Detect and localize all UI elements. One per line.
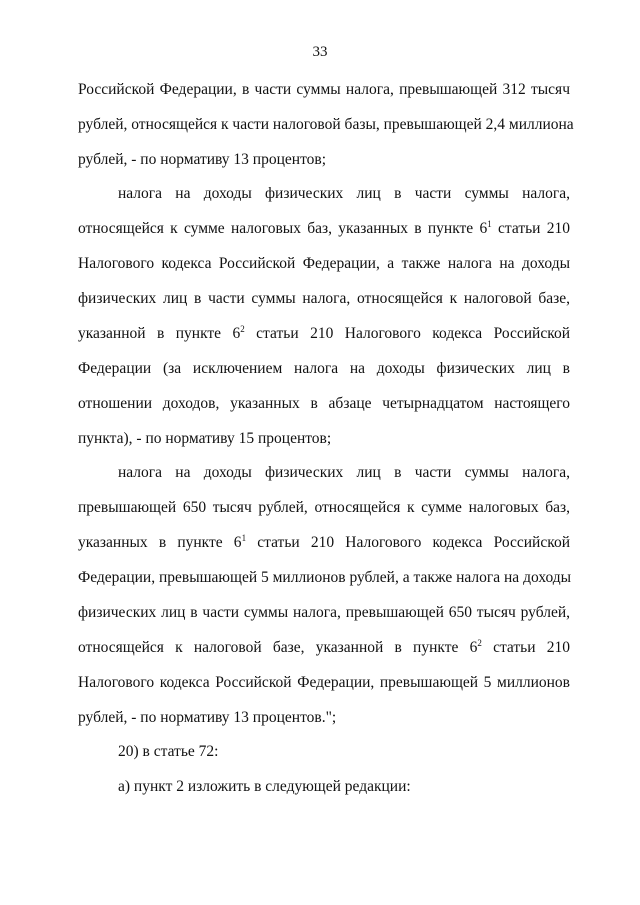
- text-line: Федерации, превышающей 5 миллионов рублей, а также налога на доходы: [78, 569, 572, 586]
- superscript: 1: [241, 533, 247, 543]
- text-line: пункта), - по нормативу 15 процентов;: [78, 430, 332, 447]
- text-line: превышающей 650 тысяч рублей, относящейся к сумме налоговых баз,: [78, 499, 570, 516]
- text-line: 20) в статье 72:: [118, 743, 219, 760]
- superscript: 2: [240, 324, 245, 334]
- page-number: 33: [312, 44, 328, 60]
- text-segment: указанных в пункте 6: [78, 534, 242, 551]
- text-line: рублей, относящейся к части налоговой базы, превышающей 2,4 миллиона: [78, 116, 574, 133]
- superscript: 1: [487, 219, 492, 229]
- text-line: рублей, - по нормативу 13 процентов.";: [78, 709, 337, 726]
- text-line: налога на доходы физических лиц в части суммы налога,: [118, 185, 570, 202]
- text-line: [78, 533, 570, 553]
- text-line: [78, 638, 570, 658]
- text-line: физических лиц в части суммы налога, превышающей 650 тысяч рублей,: [78, 604, 570, 621]
- text-line: Российской Федерации, в части суммы налога, превышающей 312 тысяч: [78, 81, 570, 98]
- text-line: Налогового кодекса Российской Федерации, превышающей 5 миллионов: [78, 674, 570, 691]
- superscript: 2: [477, 638, 482, 648]
- text-line: налога на доходы физических лиц в части суммы налога,: [118, 464, 570, 481]
- text-line: физических лиц в части суммы налога, относящейся к налоговой базе,: [78, 290, 570, 307]
- text-segment: статьи 210: [481, 639, 570, 656]
- text-segment: относящейся к налоговой базе, указанной в пункте 6: [78, 639, 478, 656]
- text-segment: статьи 210 Налогового кодекса Российской: [244, 325, 570, 342]
- text-segment: статьи 210: [491, 220, 570, 237]
- text-line: рублей, - по нормативу 13 процентов;: [78, 151, 327, 168]
- text-line: Налогового кодекса Российской Федерации, а также налога на доходы: [78, 255, 570, 272]
- text-line: а) пункт 2 изложить в следующей редакции:: [118, 778, 411, 795]
- text-line: [78, 219, 570, 239]
- text-line: отношении доходов, указанных в абзаце четырнадцатом настоящего: [78, 395, 570, 412]
- text-line: Федерации (за исключением налога на доходы физических лиц в: [78, 360, 570, 377]
- text-segment: статьи 210 Налогового кодекса Российской: [246, 534, 570, 551]
- text-segment: указанной в пункте 6: [78, 325, 241, 342]
- text-segment: относящейся к сумме налоговых баз, указанных в пункте 6: [78, 220, 488, 237]
- text-line: [78, 324, 570, 344]
